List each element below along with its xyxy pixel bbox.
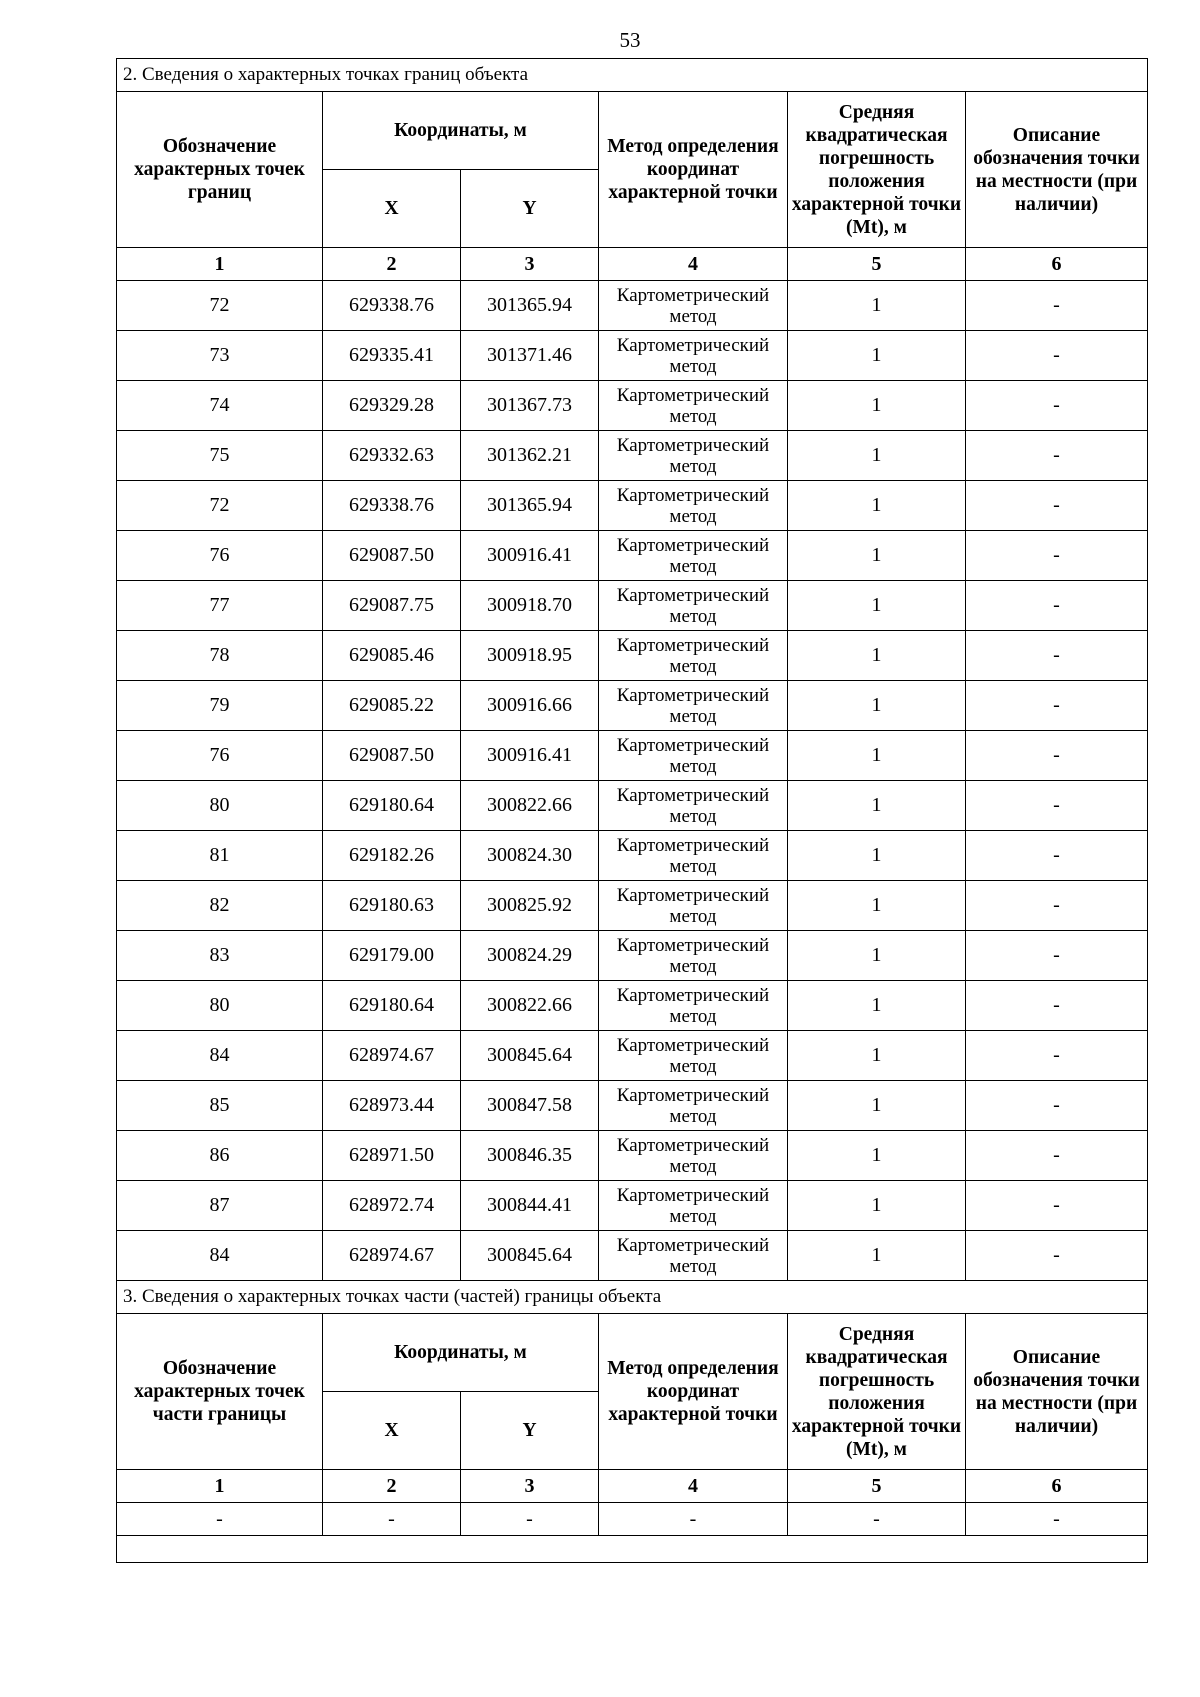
point-cell: 76 <box>117 531 323 581</box>
description-cell: - <box>966 1231 1148 1281</box>
table-row <box>117 1081 1148 1131</box>
error-cell: 1 <box>788 281 966 331</box>
method-cell: Картометрический метод <box>599 631 788 681</box>
x-cell: 629180.63 <box>323 881 461 931</box>
y-cell: 300847.58 <box>461 1081 599 1131</box>
y-cell: 301371.46 <box>461 331 599 381</box>
table-row <box>117 531 1148 581</box>
table-row <box>117 1503 1148 1536</box>
y-cell: - <box>461 1503 599 1536</box>
description-cell: - <box>966 681 1148 731</box>
method-cell: Картометрический метод <box>599 681 788 731</box>
y-cell: 300824.30 <box>461 831 599 881</box>
header-x: X <box>323 1392 461 1470</box>
x-cell: 629085.22 <box>323 681 461 731</box>
error-cell: 1 <box>788 1181 966 1231</box>
boundary-points-table <box>116 58 1148 1563</box>
point-cell: 85 <box>117 1081 323 1131</box>
error-cell: 1 <box>788 531 966 581</box>
description-cell: - <box>966 281 1148 331</box>
header-y: Y <box>461 1392 599 1470</box>
error-cell: 1 <box>788 681 966 731</box>
description-cell: - <box>966 781 1148 831</box>
point-cell: 75 <box>117 431 323 481</box>
column-number: 1 <box>117 248 323 281</box>
x-cell: 629180.64 <box>323 981 461 1031</box>
header-description: Описание обозначения точки на местности (при наличии) <box>966 1314 1148 1470</box>
error-cell: 1 <box>788 381 966 431</box>
column-number: 2 <box>323 1470 461 1503</box>
x-cell: 629332.63 <box>323 431 461 481</box>
table-row <box>117 581 1148 631</box>
point-cell: 72 <box>117 481 323 531</box>
x-cell: 628971.50 <box>323 1131 461 1181</box>
x-cell: 628974.67 <box>323 1031 461 1081</box>
error-cell: 1 <box>788 481 966 531</box>
error-cell: 1 <box>788 331 966 381</box>
column-number: 3 <box>461 248 599 281</box>
y-cell: 300822.66 <box>461 781 599 831</box>
table-row <box>117 831 1148 881</box>
x-cell: 629338.76 <box>323 481 461 531</box>
header-coords: Координаты, м <box>323 92 599 170</box>
x-cell: 629087.50 <box>323 731 461 781</box>
point-cell: 74 <box>117 381 323 431</box>
header-error: Средняя квадратическая погрешность положения характерной точки (Mt), м <box>788 92 966 248</box>
column-number: 5 <box>788 248 966 281</box>
error-cell: 1 <box>788 1131 966 1181</box>
x-cell: 629182.26 <box>323 831 461 881</box>
point-cell: 82 <box>117 881 323 931</box>
method-cell: Картометрический метод <box>599 831 788 881</box>
table-row <box>117 931 1148 981</box>
description-cell: - <box>966 1031 1148 1081</box>
y-cell: 300916.41 <box>461 531 599 581</box>
point-cell: 72 <box>117 281 323 331</box>
point-cell: 81 <box>117 831 323 881</box>
error-cell: 1 <box>788 731 966 781</box>
y-cell: 300916.66 <box>461 681 599 731</box>
x-cell: 628973.44 <box>323 1081 461 1131</box>
header-x: X <box>323 170 461 248</box>
x-cell: 629087.75 <box>323 581 461 631</box>
y-cell: 300846.35 <box>461 1131 599 1181</box>
description-cell: - <box>966 931 1148 981</box>
description-cell: - <box>966 881 1148 931</box>
method-cell: Картометрический метод <box>599 1081 788 1131</box>
error-cell: 1 <box>788 881 966 931</box>
header-point: Обозначение характерных точек границ <box>117 92 323 248</box>
y-cell: 301365.94 <box>461 481 599 531</box>
y-cell: 301367.73 <box>461 381 599 431</box>
description-cell: - <box>966 731 1148 781</box>
description-cell: - <box>966 431 1148 481</box>
y-cell: 300822.66 <box>461 981 599 1031</box>
table-row <box>117 881 1148 931</box>
error-cell: - <box>788 1503 966 1536</box>
error-cell: 1 <box>788 1081 966 1131</box>
table-row <box>117 481 1148 531</box>
method-cell: Картометрический метод <box>599 1231 788 1281</box>
description-cell: - <box>966 1081 1148 1131</box>
method-cell: Картометрический метод <box>599 881 788 931</box>
column-number: 6 <box>966 1470 1148 1503</box>
table-row <box>117 281 1148 331</box>
error-cell: 1 <box>788 931 966 981</box>
table-row <box>117 781 1148 831</box>
error-cell: 1 <box>788 1231 966 1281</box>
method-cell: Картометрический метод <box>599 781 788 831</box>
table-row <box>117 981 1148 1031</box>
point-cell: 87 <box>117 1181 323 1231</box>
error-cell: 1 <box>788 981 966 1031</box>
description-cell: - <box>966 981 1148 1031</box>
point-cell: 83 <box>117 931 323 981</box>
description-cell: - <box>966 1181 1148 1231</box>
error-cell: 1 <box>788 831 966 881</box>
y-cell: 300916.41 <box>461 731 599 781</box>
x-cell: - <box>323 1503 461 1536</box>
header-coords: Координаты, м <box>323 1314 599 1392</box>
blank-row <box>117 1536 1148 1563</box>
column-numbers-row <box>117 1470 1148 1503</box>
x-cell: 628974.67 <box>323 1231 461 1281</box>
header-method: Метод определения координат характерной точки <box>599 1314 788 1470</box>
y-cell: 300918.70 <box>461 581 599 631</box>
method-cell: Картометрический метод <box>599 931 788 981</box>
error-cell: 1 <box>788 431 966 481</box>
header-error: Средняя квадратическая погрешность положения характерной точки (Mt), м <box>788 1314 966 1470</box>
description-cell: - <box>966 831 1148 881</box>
table-row <box>117 731 1148 781</box>
x-cell: 629087.50 <box>323 531 461 581</box>
point-cell: 80 <box>117 781 323 831</box>
method-cell: Картометрический метод <box>599 581 788 631</box>
method-cell: - <box>599 1503 788 1536</box>
column-number: 1 <box>117 1470 323 1503</box>
point-cell: 73 <box>117 331 323 381</box>
description-cell: - <box>966 631 1148 681</box>
section-3-title: 3. Сведения о характерных точках части (частей) границы объекта <box>117 1281 1148 1314</box>
error-cell: 1 <box>788 1031 966 1081</box>
section-2-title: 2. Сведения о характерных точках границ объекта <box>117 59 1148 92</box>
y-cell: 300918.95 <box>461 631 599 681</box>
x-cell: 629179.00 <box>323 931 461 981</box>
column-number: 5 <box>788 1470 966 1503</box>
description-cell: - <box>966 1131 1148 1181</box>
table-row <box>117 1181 1148 1231</box>
header-description: Описание обозначения точки на местности (при наличии) <box>966 92 1148 248</box>
x-cell: 629335.41 <box>323 331 461 381</box>
description-cell: - <box>966 531 1148 581</box>
method-cell: Картометрический метод <box>599 431 788 481</box>
y-cell: 301362.21 <box>461 431 599 481</box>
description-cell: - <box>966 331 1148 381</box>
point-cell: 80 <box>117 981 323 1031</box>
table-row <box>117 631 1148 681</box>
point-cell: 77 <box>117 581 323 631</box>
column-number: 6 <box>966 248 1148 281</box>
y-cell: 300844.41 <box>461 1181 599 1231</box>
y-cell: 300824.29 <box>461 931 599 981</box>
method-cell: Картометрический метод <box>599 1131 788 1181</box>
table-row <box>117 1231 1148 1281</box>
description-cell: - <box>966 581 1148 631</box>
method-cell: Картометрический метод <box>599 281 788 331</box>
table-row <box>117 331 1148 381</box>
x-cell: 629085.46 <box>323 631 461 681</box>
table-row <box>117 1131 1148 1181</box>
blank-cell <box>117 1536 1148 1563</box>
table-row <box>117 381 1148 431</box>
method-cell: Картометрический метод <box>599 481 788 531</box>
error-cell: 1 <box>788 581 966 631</box>
method-cell: Картометрический метод <box>599 1031 788 1081</box>
error-cell: 1 <box>788 631 966 681</box>
x-cell: 629329.28 <box>323 381 461 431</box>
method-cell: Картометрический метод <box>599 731 788 781</box>
point-cell: 78 <box>117 631 323 681</box>
column-number: 2 <box>323 248 461 281</box>
column-numbers-row <box>117 248 1148 281</box>
table-row <box>117 431 1148 481</box>
description-cell: - <box>966 1503 1148 1536</box>
header-point: Обозначение характерных точек части границы <box>117 1314 323 1470</box>
x-cell: 629180.64 <box>323 781 461 831</box>
x-cell: 629338.76 <box>323 281 461 331</box>
header-y: Y <box>461 170 599 248</box>
description-cell: - <box>966 381 1148 431</box>
y-cell: 300825.92 <box>461 881 599 931</box>
method-cell: Картометрический метод <box>599 531 788 581</box>
page-number: 53 <box>619 28 641 52</box>
method-cell: Картометрический метод <box>599 331 788 381</box>
y-cell: 300845.64 <box>461 1231 599 1281</box>
x-cell: 628972.74 <box>323 1181 461 1231</box>
error-cell: 1 <box>788 781 966 831</box>
table-row <box>117 681 1148 731</box>
column-number: 4 <box>599 1470 788 1503</box>
point-cell: 76 <box>117 731 323 781</box>
point-cell: 84 <box>117 1231 323 1281</box>
point-cell: 79 <box>117 681 323 731</box>
table-row <box>117 1031 1148 1081</box>
y-cell: 301365.94 <box>461 281 599 331</box>
column-number: 3 <box>461 1470 599 1503</box>
method-cell: Картометрический метод <box>599 381 788 431</box>
y-cell: 300845.64 <box>461 1031 599 1081</box>
method-cell: Картометрический метод <box>599 981 788 1031</box>
method-cell: Картометрический метод <box>599 1181 788 1231</box>
point-cell: 86 <box>117 1131 323 1181</box>
header-method: Метод определения координат характерной точки <box>599 92 788 248</box>
point-cell: 84 <box>117 1031 323 1081</box>
point-cell: - <box>117 1503 323 1536</box>
description-cell: - <box>966 481 1148 531</box>
column-number: 4 <box>599 248 788 281</box>
